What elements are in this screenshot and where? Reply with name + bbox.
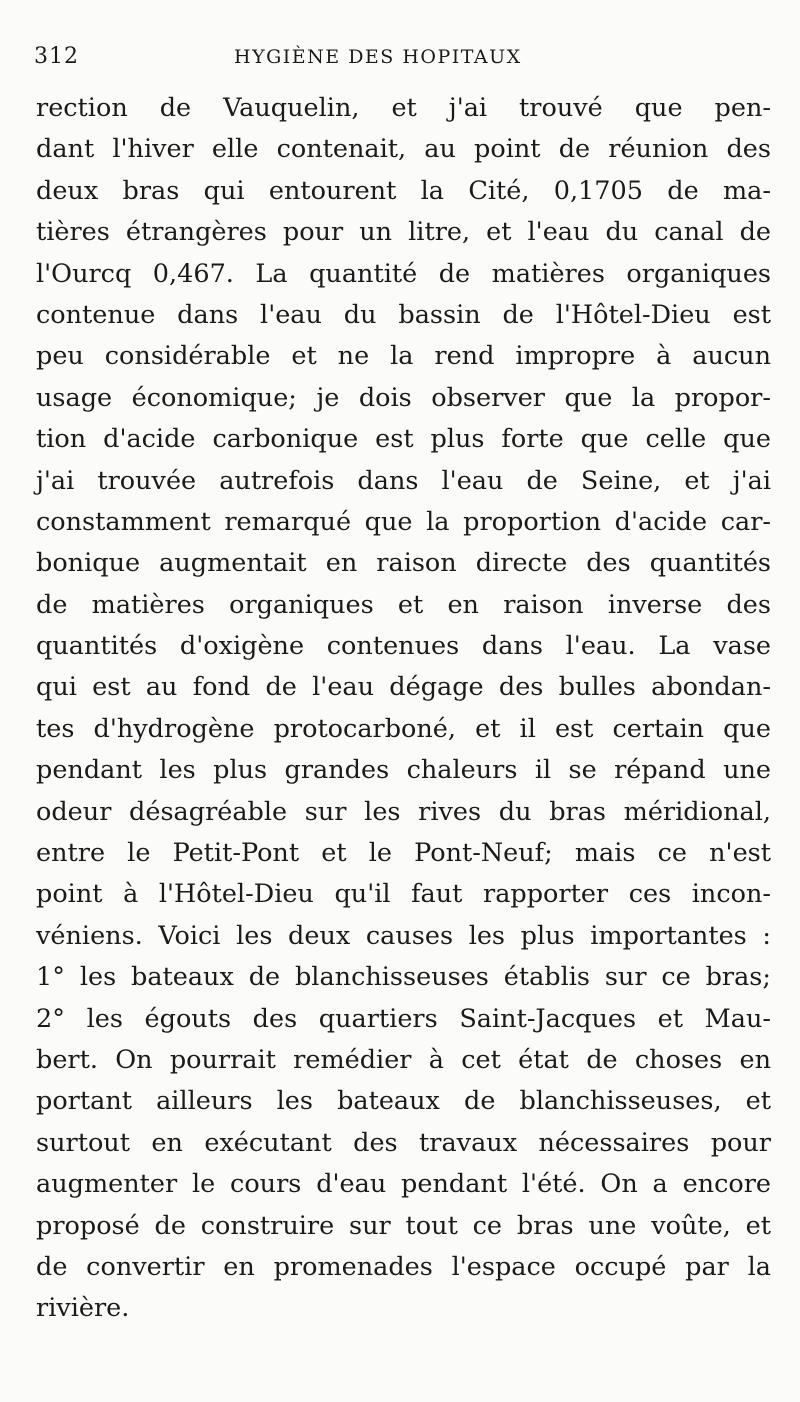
text-line: bonique augmentait en raison directe des quantités xyxy=(36,548,771,579)
text-line: rection de Vauquelin, et j'ai trouvé que pen- xyxy=(36,93,771,123)
text-line: 1° les bateaux de blanchisseuses établis sur ce bras; xyxy=(36,962,771,993)
running-title: HYGIÈNE DES HOPITAUX xyxy=(234,46,522,68)
text-line: odeur désagréable sur les rives du bras méridional, xyxy=(36,796,771,827)
text-line: portant ailleurs les bateaux de blanchisseuses, et xyxy=(36,1086,771,1117)
text-line: quantités d'oxigène contenues dans l'eau. La vase xyxy=(36,631,771,662)
text-line: bert. On pourrait remédier à cet état de choses en xyxy=(36,1044,771,1075)
text-line: proposé de construire sur tout ce bras une voûte, et xyxy=(36,1210,771,1241)
text-line: qui est au fond de l'eau dégage des bulles abondan- xyxy=(36,672,771,703)
text-line: dant l'hiver elle contenait, au point de réunion des xyxy=(36,134,771,165)
text-line: tières étrangères pour un litre, et l'eau du canal de xyxy=(36,217,771,248)
text-line: pendant les plus grandes chaleurs il se répand une xyxy=(36,755,771,786)
text-line: entre le Petit-Pont et le Pont-Neuf; mais ce n'est xyxy=(36,838,771,869)
text-line: de matières organiques et en raison inverse des xyxy=(36,589,771,620)
text-line: j'ai trouvée autrefois dans l'eau de Seine, et j'ai xyxy=(36,465,771,496)
page-number: 312 xyxy=(34,44,79,69)
text-line: de convertir en promenades l'espace occupé par la xyxy=(36,1251,771,1282)
text-line: 2° les égouts des quartiers Saint-Jacques et Mau- xyxy=(36,1003,771,1034)
text-line: rivière. xyxy=(36,1293,130,1324)
text-line: tes d'hydrogène protocarboné, et il est certain que xyxy=(36,713,771,744)
text-line: usage économique; je dois observer que la propor- xyxy=(36,382,771,413)
text-line: point à l'Hôtel-Dieu qu'il faut rapporter ces incon- xyxy=(36,879,771,910)
text-line: deux bras qui entourent la Cité, 0,1705 de ma- xyxy=(36,175,771,206)
text-line: l'Ourcq 0,467. La quantité de matières organiques xyxy=(36,258,771,289)
text-line: contenue dans l'eau du bassin de l'Hôtel-Dieu est xyxy=(36,299,771,330)
page-header xyxy=(34,44,754,74)
text-line: véniens. Voici les deux causes les plus importantes : xyxy=(36,920,771,951)
text-line: surtout en exécutant des travaux nécessaires pour xyxy=(36,1127,771,1158)
body-paragraph xyxy=(36,88,771,1330)
text-line: constamment remarqué que la proportion d'acide car- xyxy=(36,506,771,537)
text-line: tion d'acide carbonique est plus forte que celle que xyxy=(36,424,771,455)
text-line: peu considérable et ne la rend impropre à aucun xyxy=(36,341,771,372)
text-line: augmenter le cours d'eau pendant l'été. On a encore xyxy=(36,1169,771,1200)
